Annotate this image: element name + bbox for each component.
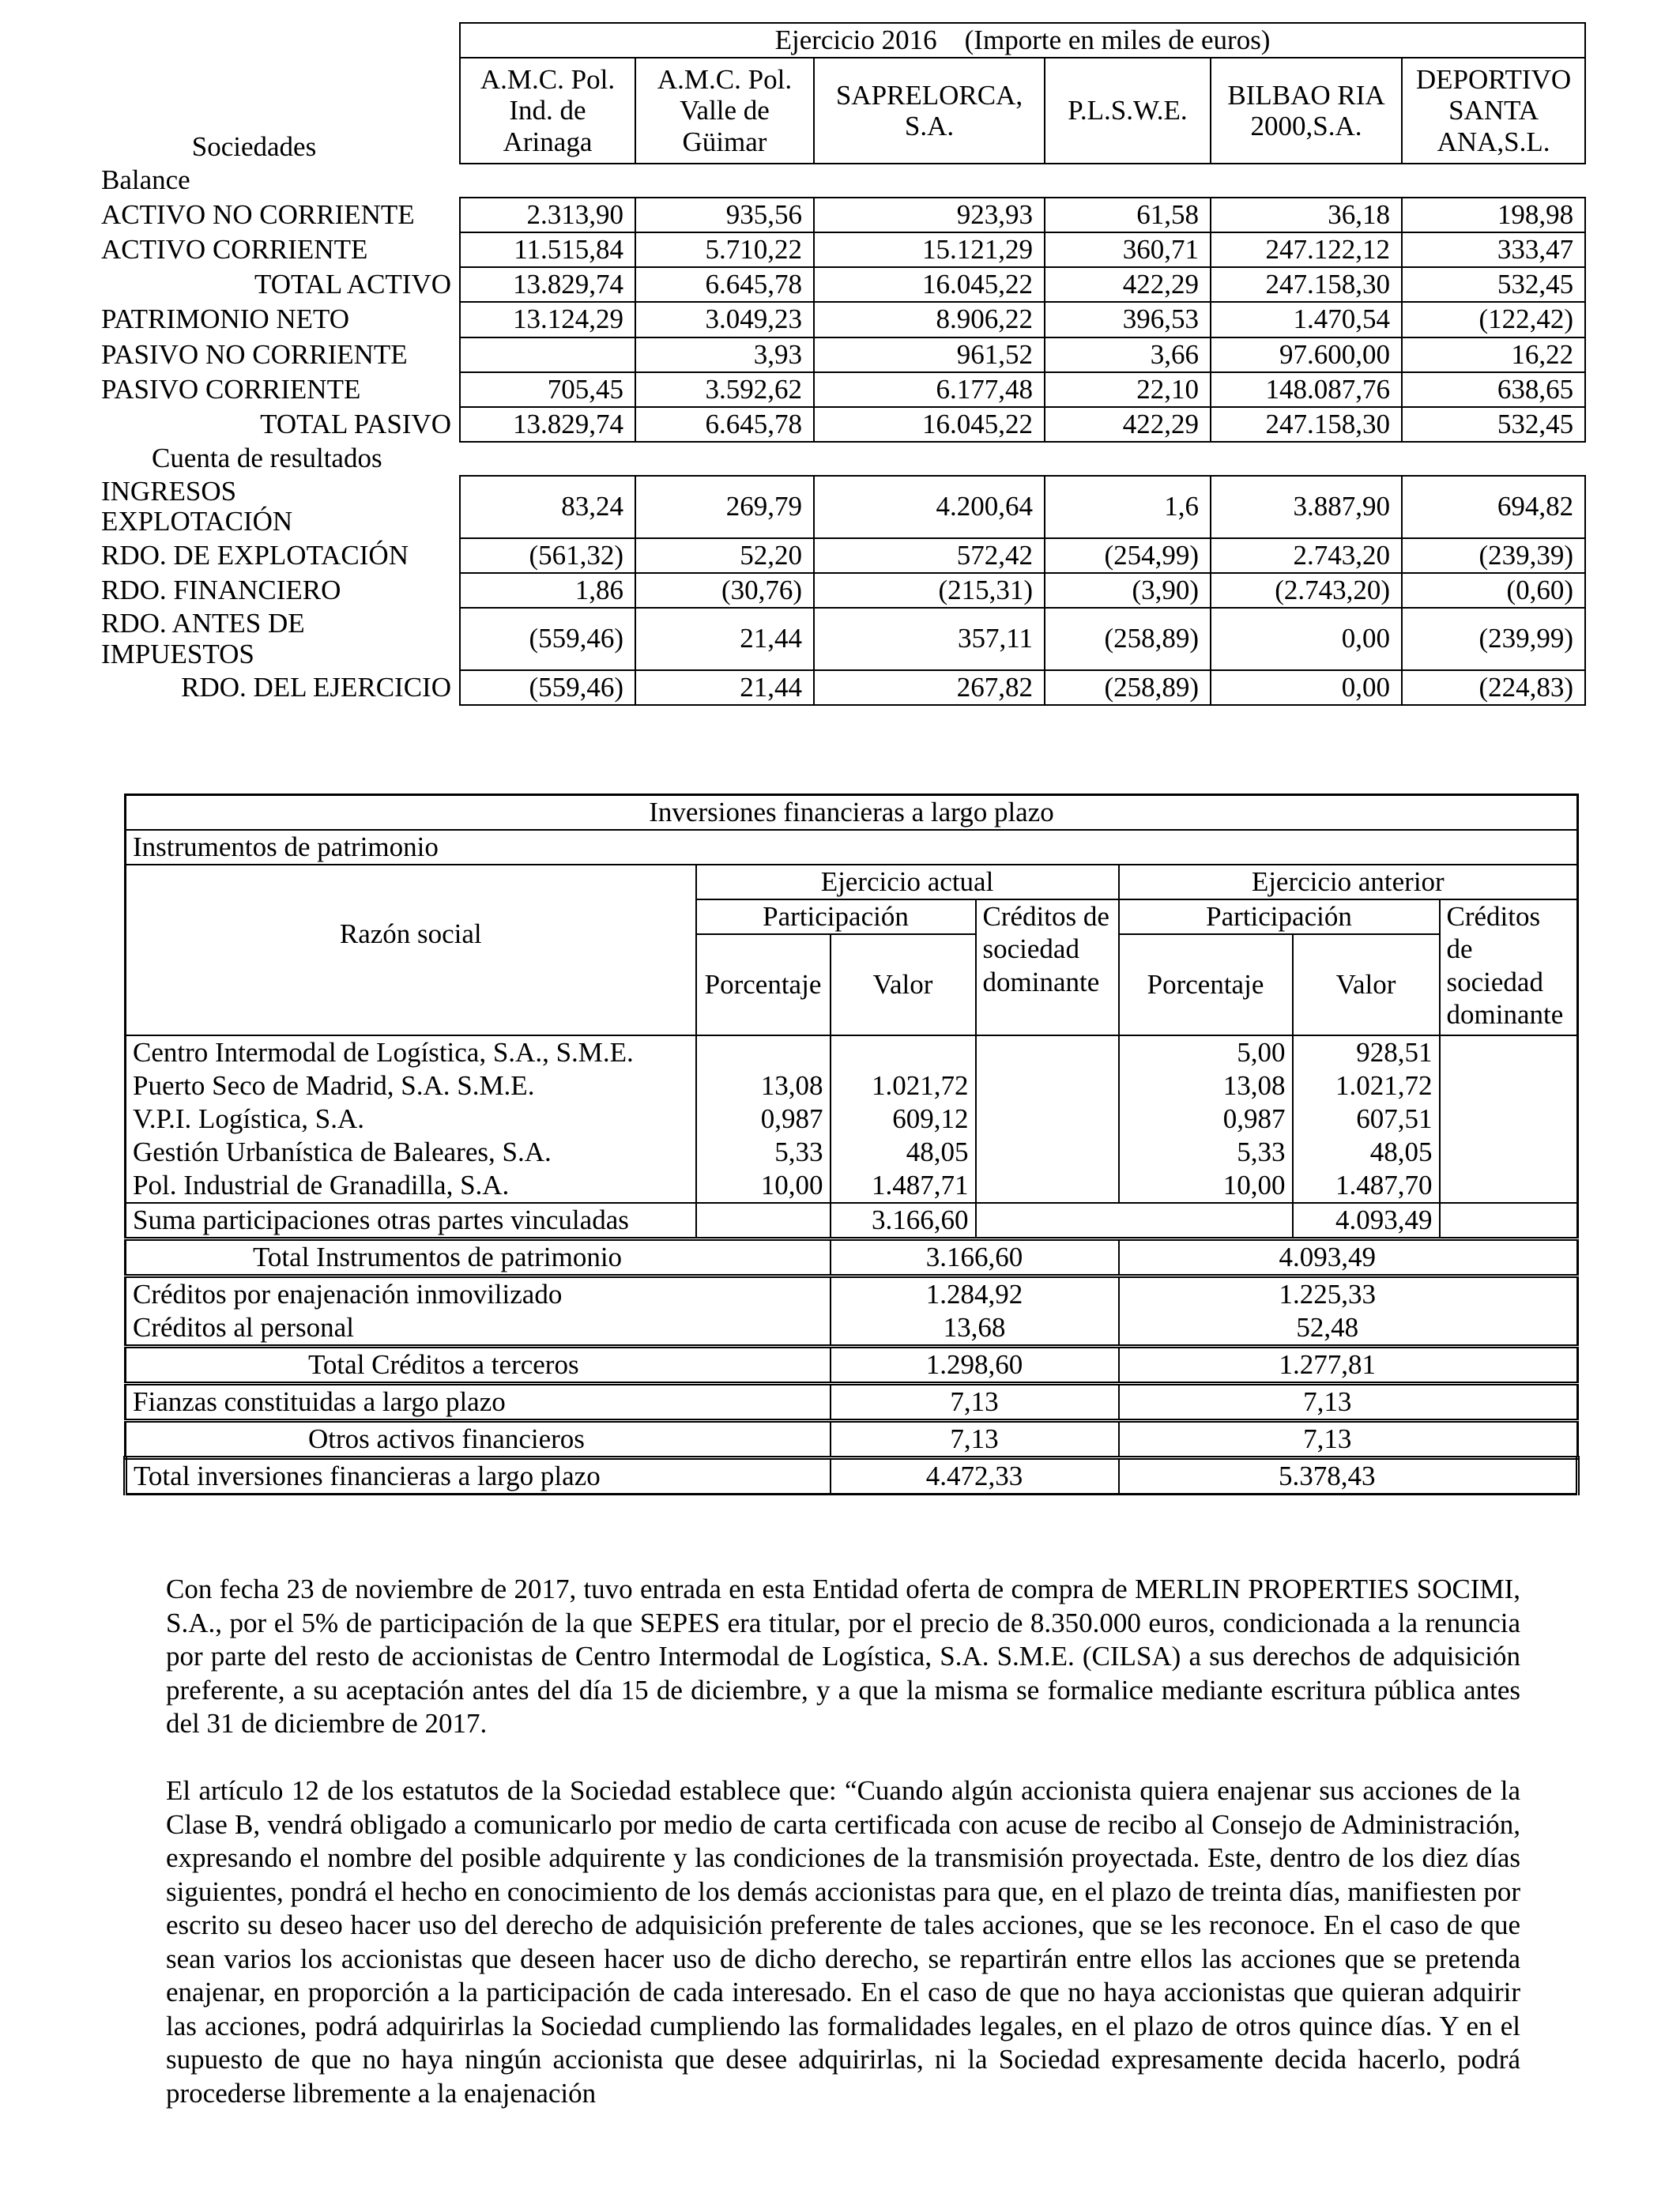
suma-actual: 3.166,60 <box>831 1203 976 1239</box>
value-cell: 16.045,22 <box>814 267 1045 302</box>
total-inversiones-row <box>126 1458 1578 1495</box>
table-caption: Ejercicio 2016 (Importe en miles de euros) <box>460 23 1585 58</box>
section-row <box>96 442 1585 475</box>
value-cell: 267,82 <box>814 670 1045 705</box>
value-cell: 0,00 <box>1211 670 1402 705</box>
creditos-actual <box>976 1035 1119 1069</box>
total-creditos-row <box>126 1347 1578 1384</box>
creditos-enajenacion-actual: 1.284,92 <box>831 1276 1119 1312</box>
porcentaje-anterior: 0,987 <box>1119 1103 1293 1136</box>
row-label <box>96 608 460 670</box>
suma-anterior: 4.093,49 <box>1293 1203 1440 1239</box>
creditos-personal-anterior: 52,48 <box>1119 1311 1578 1347</box>
valor-actual: 48,05 <box>831 1136 976 1169</box>
column-header: DEPORTIVO SANTA ANA,S.L. <box>1402 58 1585 164</box>
value-cell: 532,45 <box>1402 407 1585 442</box>
table-row <box>96 538 1585 573</box>
value-cell: (561,32) <box>460 538 635 573</box>
value-cell: (122,42) <box>1402 302 1585 337</box>
valor-actual: 1.487,71 <box>831 1169 976 1203</box>
table-row <box>126 1069 1578 1103</box>
value-cell: 935,56 <box>635 198 814 232</box>
header-row-1 <box>126 865 1578 899</box>
participacion-header-actual: Participación <box>696 899 976 934</box>
balance-rows <box>96 198 1585 443</box>
row-label: PASIVO NO CORRIENTE <box>101 338 408 370</box>
total-creditos-actual: 1.298,60 <box>831 1347 1119 1384</box>
value-cell: (258,89) <box>1045 670 1211 705</box>
otros-activos-anterior: 7,13 <box>1119 1421 1578 1458</box>
table-row <box>96 198 1585 232</box>
value-cell: 6.645,78 <box>635 267 814 302</box>
valor-header-actual: Valor <box>831 934 976 1035</box>
value-cell: (215,31) <box>814 573 1045 608</box>
valor-header-anterior: Valor <box>1293 934 1440 1035</box>
fianzas-label: Fianzas constituidas a largo plazo <box>126 1384 831 1421</box>
razon-social-header: Razón social <box>126 865 696 1035</box>
valor-anterior: 928,51 <box>1293 1035 1440 1069</box>
value-cell: 0,00 <box>1211 608 1402 670</box>
company-name: Puerto Seco de Madrid, S.A. S.M.E. <box>126 1069 696 1103</box>
otros-activos-row <box>126 1421 1578 1458</box>
value-cell: 1,86 <box>460 573 635 608</box>
creditos-anterior <box>1440 1169 1578 1203</box>
value-cell: 148.087,76 <box>1211 372 1402 407</box>
section-row <box>96 164 1585 197</box>
results-rows <box>96 476 1585 706</box>
value-cell: 22,10 <box>1045 372 1211 407</box>
value-cell: 333,47 <box>1402 232 1585 267</box>
value-cell: (239,39) <box>1402 538 1585 573</box>
investments-title-row <box>126 795 1578 831</box>
value-cell: (224,83) <box>1402 670 1585 705</box>
row-label-line: EXPLOTACIÓN <box>101 506 293 537</box>
value-cell: 13.124,29 <box>460 302 635 337</box>
creditos-anterior <box>1440 1136 1578 1169</box>
creditos-actual <box>976 1103 1119 1136</box>
porcentaje-anterior: 10,00 <box>1119 1169 1293 1203</box>
participacion-header-anterior: Participación <box>1119 899 1440 934</box>
table-row <box>96 372 1585 407</box>
value-cell: 198,98 <box>1402 198 1585 232</box>
value-cell: 923,93 <box>814 198 1045 232</box>
total-creditos-anterior: 1.277,81 <box>1119 1347 1578 1384</box>
row-label-line: INGRESOS <box>101 475 237 507</box>
column-header: A.M.C. Pol. Valle de Güimar <box>635 58 814 164</box>
value-cell: (239,99) <box>1402 608 1585 670</box>
company-name: Centro Intermodal de Logística, S.A., S.M.E. <box>126 1035 696 1069</box>
row-label: ACTIVO CORRIENTE <box>101 233 368 265</box>
value-cell: (559,46) <box>460 670 635 705</box>
total-instrumentos-anterior: 4.093,49 <box>1119 1239 1578 1276</box>
value-cell: 360,71 <box>1045 232 1211 267</box>
creditos-enajenacion-anterior: 1.225,33 <box>1119 1276 1578 1312</box>
creditos-enajenacion-label: Créditos por enajenación inmovilizado <box>126 1276 831 1312</box>
table-row <box>96 232 1585 267</box>
porcentaje-header-actual: Porcentaje <box>696 934 831 1035</box>
valor-anterior: 48,05 <box>1293 1136 1440 1169</box>
table-row <box>126 1136 1578 1169</box>
table-row <box>96 302 1585 337</box>
investments-title: Inversiones financieras a largo plazo <box>126 795 1578 831</box>
creditos-enajenacion-row <box>126 1276 1578 1312</box>
societies-table <box>96 22 1586 706</box>
suma-label: Suma participaciones otras partes vinculadas <box>126 1203 696 1239</box>
value-cell: 8.906,22 <box>814 302 1045 337</box>
otros-activos-label: Otros activos financieros <box>126 1421 831 1458</box>
porcentaje-actual: 5,33 <box>696 1136 831 1169</box>
column-header: BILBAO RIA 2000,S.A. <box>1211 58 1402 164</box>
value-cell: 16,22 <box>1402 337 1585 372</box>
porcentaje-actual: 0,987 <box>696 1103 831 1136</box>
valor-actual: 609,12 <box>831 1103 976 1136</box>
investment-rows <box>126 1035 1578 1203</box>
fianzas-anterior: 7,13 <box>1119 1384 1578 1421</box>
table-row <box>96 670 1585 705</box>
section-label-balance: Balance <box>101 164 190 196</box>
value-cell: 3.049,23 <box>635 302 814 337</box>
company-name: Gestión Urbanística de Baleares, S.A. <box>126 1136 696 1169</box>
porcentaje-anterior: 13,08 <box>1119 1069 1293 1103</box>
value-cell: 6.645,78 <box>635 407 814 442</box>
row-label: PASIVO CORRIENTE <box>101 373 361 405</box>
section-label-results: Cuenta de resultados <box>152 443 382 474</box>
row-label-line: IMPUESTOS <box>101 638 254 669</box>
value-cell: 247.122,12 <box>1211 232 1402 267</box>
porcentaje-header-anterior: Porcentaje <box>1119 934 1293 1035</box>
creditos-personal-label: Créditos al personal <box>126 1311 831 1347</box>
row-label: RDO. FINANCIERO <box>101 574 341 605</box>
value-cell: 16.045,22 <box>814 407 1045 442</box>
row-header-label: Sociedades <box>191 131 317 162</box>
investments-subtitle-row <box>126 830 1578 865</box>
value-cell: 97.600,00 <box>1211 337 1402 372</box>
value-cell: 11.515,84 <box>460 232 635 267</box>
value-cell: 6.177,48 <box>814 372 1045 407</box>
company-name: V.P.I. Logística, S.A. <box>126 1103 696 1136</box>
value-cell: 15.121,29 <box>814 232 1045 267</box>
column-header: SAPRELORCA, S.A. <box>814 58 1045 164</box>
investments-table <box>123 794 1580 1495</box>
value-cell: 21,44 <box>635 670 814 705</box>
value-cell: 3,66 <box>1045 337 1211 372</box>
value-cell: 532,45 <box>1402 267 1585 302</box>
column-header-row <box>96 58 1585 164</box>
valor-anterior: 1.021,72 <box>1293 1069 1440 1103</box>
caption-row <box>96 23 1585 58</box>
value-cell: 13.829,74 <box>460 267 635 302</box>
creditos-anterior <box>1440 1103 1578 1136</box>
porcentaje-actual <box>696 1035 831 1069</box>
table-row <box>96 267 1585 302</box>
total-creditos-label: Total Créditos a terceros <box>126 1347 831 1384</box>
column-header: A.M.C. Pol. Ind. de Arinaga <box>460 58 635 164</box>
table-row <box>126 1169 1578 1203</box>
value-cell: 247.158,30 <box>1211 267 1402 302</box>
porcentaje-anterior: 5,00 <box>1119 1035 1293 1069</box>
fianzas-actual: 7,13 <box>831 1384 1119 1421</box>
value-cell: 269,79 <box>635 476 814 538</box>
table-row <box>126 1035 1578 1069</box>
creditos-actual <box>976 1069 1119 1103</box>
creditos-header-anterior: Créditos de sociedad dominante <box>1440 899 1578 1035</box>
paragraph-merlin-offer: Con fecha 23 de noviembre de 2017, tuvo entrada en esta Entidad oferta de compra de MERLIN PROPERTIES SOCIMI, S.A., por el 5% de participación de la que SEPES era titular, por el precio de 8.350.000 euros, condicionada a la renuncia por parte del resto de accionistas de Centro Intermodal de Logística, S.A. S.M.E. (CILSA) a sus derechos de adquisición preferente, a su aceptación antes del día 15 de diciembre, y a que la misma se formalice mediante escritura pública antes del 31 de diciembre de 2017. <box>166 1574 1520 1739</box>
porcentaje-anterior: 5,33 <box>1119 1136 1293 1169</box>
creditos-actual <box>976 1136 1119 1169</box>
value-cell: 422,29 <box>1045 407 1211 442</box>
creditos-anterior <box>1440 1069 1578 1103</box>
value-cell: 13.829,74 <box>460 407 635 442</box>
value-cell: 357,11 <box>814 608 1045 670</box>
row-label: PATRIMONIO NETO <box>101 303 350 335</box>
value-cell: 61,58 <box>1045 198 1211 232</box>
value-cell: (30,76) <box>635 573 814 608</box>
valor-anterior: 1.487,70 <box>1293 1169 1440 1203</box>
value-cell: 83,24 <box>460 476 635 538</box>
paragraph-articulo-12: El artículo 12 de los estatutos de la Sociedad establece que: “Cuando algún accionista quiera enajenar sus acciones de la Clase B, vendrá obligado a comunicarlo por medio de carta certificada con acuse de recibo al Consejo de Administración, expresando el nombre del posible adquirente y las condiciones de la transmisión proyectada. Este, dentro de los diez días siguientes, pondrá el hecho en conocimiento de los demás accionistas para que, en el plazo de treinta días, manifiesten por escrito su deseo hacer uso del derecho de adquisición preferente de tales acciones, que se les reconoce. En el caso de que sean varios los accionistas que deseen hacer uso de dicho derecho, se repartirán entre ellos las acciones que se pretenda enajenar, en proporción a la participación de cada interesado. En el caso de que no haya accionistas que quieran adquirir las acciones, podrá adquirirlas la Sociedad cumpliendo las formalidades legales, en el plazo de otros quince días. Y en el supuesto de que no haya ningún accionista que desee adquirirlas, ni la Sociedad expresamente decida hacerlo, podrá procederse libremente a la enajenación <box>166 1775 1520 2109</box>
table-row <box>96 573 1585 608</box>
row-label: ACTIVO NO CORRIENTE <box>101 198 415 230</box>
row-label <box>96 476 460 538</box>
total-instrumentos-actual: 3.166,60 <box>831 1239 1119 1276</box>
porcentaje-actual: 10,00 <box>696 1169 831 1203</box>
fianzas-row <box>126 1384 1578 1421</box>
investments-subtitle: Instrumentos de patrimonio <box>126 830 1578 865</box>
row-label: RDO. DE EXPLOTACIÓN <box>101 539 409 571</box>
company-name: Pol. Industrial de Granadilla, S.A. <box>126 1169 696 1203</box>
total-instrumentos-label: Total Instrumentos de patrimonio <box>126 1239 831 1276</box>
value-cell: 572,42 <box>814 538 1045 573</box>
column-header: P.L.S.W.E. <box>1045 58 1211 164</box>
value-cell: 247.158,30 <box>1211 407 1402 442</box>
table-row <box>96 476 1585 538</box>
row-label-line: RDO. ANTES DE <box>101 608 305 639</box>
table-row <box>96 337 1585 372</box>
value-cell: 422,29 <box>1045 267 1211 302</box>
value-cell: 2.313,90 <box>460 198 635 232</box>
total-instrumentos-row <box>126 1239 1578 1276</box>
creditos-anterior <box>1440 1035 1578 1069</box>
value-cell: 3.887,90 <box>1211 476 1402 538</box>
value-cell: (254,99) <box>1045 538 1211 573</box>
valor-actual <box>831 1035 976 1069</box>
value-cell: 21,44 <box>635 608 814 670</box>
table-row <box>126 1103 1578 1136</box>
value-cell: 52,20 <box>635 538 814 573</box>
value-cell: 961,52 <box>814 337 1045 372</box>
row-label: TOTAL PASIVO <box>260 409 451 439</box>
valor-anterior: 607,51 <box>1293 1103 1440 1136</box>
total-inversiones-anterior: 5.378,43 <box>1119 1458 1578 1495</box>
value-cell: 396,53 <box>1045 302 1211 337</box>
value-cell: 4.200,64 <box>814 476 1045 538</box>
value-cell: 3.592,62 <box>635 372 814 407</box>
row-label: RDO. DEL EJERCICIO <box>181 672 451 703</box>
total-inversiones-label: Total inversiones financieras a largo plazo <box>126 1458 831 1495</box>
creditos-actual <box>976 1169 1119 1203</box>
creditos-personal-row <box>126 1311 1578 1347</box>
total-inversiones-actual: 4.472,33 <box>831 1458 1119 1495</box>
value-cell: 705,45 <box>460 372 635 407</box>
value-cell: 3,93 <box>635 337 814 372</box>
value-cell: 1.470,54 <box>1211 302 1402 337</box>
ejercicio-anterior-header: Ejercicio anterior <box>1119 865 1578 899</box>
value-cell: 1,6 <box>1045 476 1211 538</box>
value-cell: 36,18 <box>1211 198 1402 232</box>
table-row <box>96 407 1585 442</box>
porcentaje-actual: 13,08 <box>696 1069 831 1103</box>
value-cell: (258,89) <box>1045 608 1211 670</box>
value-cell: 2.743,20 <box>1211 538 1402 573</box>
value-cell: 694,82 <box>1402 476 1585 538</box>
suma-row <box>126 1203 1578 1239</box>
value-cell: (0,60) <box>1402 573 1585 608</box>
valor-actual: 1.021,72 <box>831 1069 976 1103</box>
creditos-header-actual: Créditos de sociedad dominante <box>976 899 1119 1035</box>
value-cell <box>460 337 635 372</box>
table-row <box>96 608 1585 670</box>
value-cell: 638,65 <box>1402 372 1585 407</box>
creditos-personal-actual: 13,68 <box>831 1311 1119 1347</box>
otros-activos-actual: 7,13 <box>831 1421 1119 1458</box>
value-cell: 5.710,22 <box>635 232 814 267</box>
row-label: TOTAL ACTIVO <box>254 269 451 300</box>
value-cell: (3,90) <box>1045 573 1211 608</box>
value-cell: (2.743,20) <box>1211 573 1402 608</box>
value-cell: (559,46) <box>460 608 635 670</box>
ejercicio-actual-header: Ejercicio actual <box>696 865 1119 899</box>
